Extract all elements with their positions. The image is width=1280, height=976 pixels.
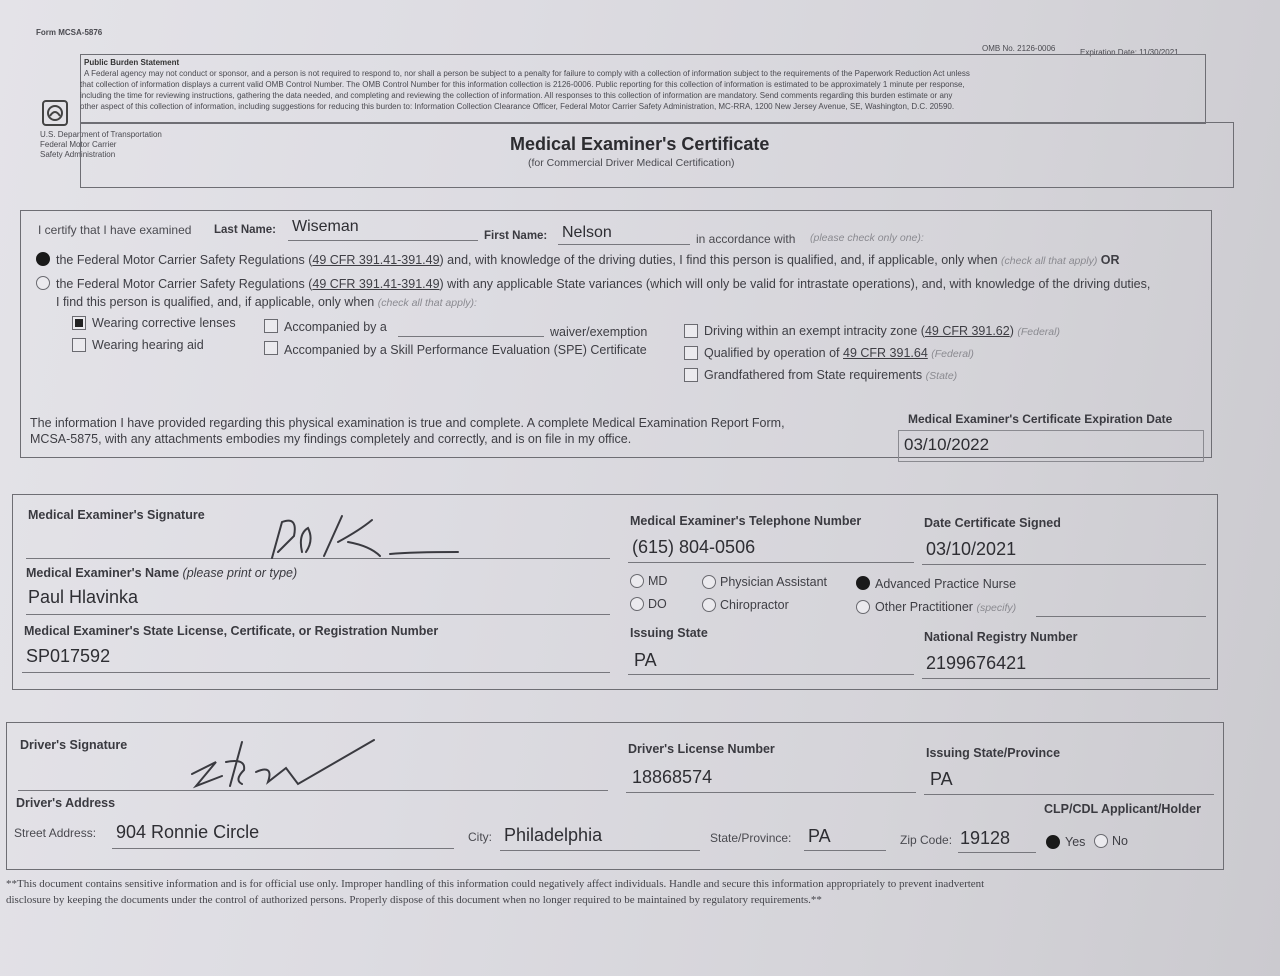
type-other-practitioner-radio[interactable] bbox=[856, 600, 870, 614]
burden-line-1: A Federal agency may not conduct or sponsor, and a person is not required to respond to, nor shall a person be subject to a penalty for failure to comply with a collection of information subject to the requirements of the Paperwork Reduction Act unless bbox=[84, 69, 970, 78]
option2-cfr-link[interactable]: 49 CFR 391.41-391.49 bbox=[312, 277, 440, 291]
clp-cdl-yes-label: Yes bbox=[1065, 835, 1086, 849]
operation-pre: Qualified by operation of bbox=[704, 346, 840, 360]
clp-cdl-label: CLP/CDL Applicant/Holder bbox=[1044, 802, 1201, 816]
grandfathered-label bbox=[704, 368, 957, 382]
waiver-exemption-label: waiver/exemption bbox=[550, 325, 648, 339]
first-name-field[interactable]: Nelson bbox=[562, 224, 612, 241]
qualified-operation-label bbox=[704, 346, 974, 360]
accordance-text: in accordance with bbox=[696, 232, 796, 246]
type-md-radio[interactable] bbox=[630, 574, 644, 588]
type-other-text: Other Practitioner bbox=[875, 600, 973, 614]
state-province-field[interactable]: PA bbox=[808, 826, 831, 846]
hearing-aid-label: Wearing hearing aid bbox=[92, 338, 204, 352]
issuing-state-line bbox=[628, 648, 914, 675]
corrective-lenses-label: Wearing corrective lenses bbox=[92, 316, 236, 330]
certify-intro: I certify that I have examined bbox=[38, 223, 192, 237]
first-name-label: First Name: bbox=[484, 230, 548, 242]
title-box bbox=[80, 122, 1234, 188]
burden-line-2: that collection of information displays a current valid OMB Control Number. The OMB Control Number for this information collection is 2126-0006. Public reporting for this collection of information is estimated to be approximately 1 minute per response, bbox=[80, 80, 965, 89]
city-field[interactable]: Philadelphia bbox=[504, 825, 603, 845]
type-physician-assistant-label: Physician Assistant bbox=[720, 575, 827, 589]
statement-line-1: The information I have provided regarding this physical examination is true and complete. A complete Medical Examination Report Form, bbox=[30, 416, 785, 430]
driver-license-field[interactable]: 18868574 bbox=[632, 767, 713, 787]
regulation-option-state-text bbox=[56, 277, 1150, 291]
type-physician-assistant-radio[interactable] bbox=[702, 575, 716, 589]
expiration-date-label: Medical Examiner's Certificate Expiration Date bbox=[908, 412, 1173, 426]
form-number: Form MCSA-5876 bbox=[36, 28, 103, 37]
street-address-field[interactable]: 904 Ronnie Circle bbox=[116, 822, 260, 842]
examiner-signature[interactable] bbox=[262, 512, 462, 562]
issuing-state-label: Issuing State bbox=[630, 626, 708, 640]
type-chiropractor-radio[interactable] bbox=[702, 598, 716, 612]
intracity-cfr-link[interactable]: 49 CFR 391.62 bbox=[924, 324, 1010, 338]
last-name-label: Last Name: bbox=[214, 224, 276, 236]
driver-issuing-field[interactable]: PA bbox=[930, 769, 953, 789]
examiner-name-field[interactable]: Paul Hlavinka bbox=[28, 587, 139, 607]
type-advanced-practice-nurse-label: Advanced Practice Nurse bbox=[875, 577, 1017, 591]
dot-logo-icon bbox=[42, 100, 68, 126]
license-number-field[interactable]: SP017592 bbox=[26, 646, 111, 666]
option2-hint: (check all that apply): bbox=[377, 297, 477, 309]
issuing-state-field[interactable]: PA bbox=[634, 650, 657, 670]
expiration-date-header: Expiration Date: 11/30/2021 bbox=[1080, 48, 1179, 57]
omb-number: OMB No. 2126-0006 bbox=[982, 44, 1056, 53]
zip-code-field[interactable]: 19128 bbox=[960, 828, 1011, 848]
accompanied-waiver-checkbox[interactable] bbox=[264, 319, 278, 333]
waiver-type-field[interactable] bbox=[398, 322, 544, 337]
regulation-option-state-line2 bbox=[56, 295, 477, 309]
driver-address-label: Driver's Address bbox=[16, 796, 116, 810]
regulation-option-federal-radio[interactable] bbox=[36, 252, 50, 266]
page-title: Medical Examiner's Certificate bbox=[510, 134, 770, 154]
spe-certificate-checkbox[interactable] bbox=[264, 341, 278, 355]
street-address-label: Street Address: bbox=[14, 826, 97, 840]
driver-signature-label: Driver's Signature bbox=[20, 738, 128, 752]
regulation-option-federal-text bbox=[56, 253, 1120, 267]
registry-number-field[interactable]: 2199676421 bbox=[926, 653, 1027, 673]
driver-issuing-line bbox=[924, 766, 1214, 795]
statement-line-2: MCSA-5875, with any attachments embodies my findings completely and correctly, and is on file in my office. bbox=[30, 432, 632, 446]
examiner-phone-field[interactable]: (615) 804-0506 bbox=[632, 537, 756, 557]
driver-license-label: Driver's License Number bbox=[628, 742, 775, 756]
option2-line2: I find this person is qualified, and, if applicable, only when bbox=[56, 295, 375, 309]
operation-hint: (Federal) bbox=[931, 348, 974, 360]
agency-line-1: U.S. Department of Transportation bbox=[40, 130, 162, 139]
examiner-name-label bbox=[26, 566, 297, 580]
last-name-field[interactable]: Wiseman bbox=[292, 218, 359, 235]
grandfathered-text: Grandfathered from State requirements bbox=[704, 368, 923, 382]
page-subtitle: (for Commercial Driver Medical Certification) bbox=[528, 157, 735, 169]
date-signed-label: Date Certificate Signed bbox=[924, 516, 1061, 530]
examiner-name-hint: (please print or type) bbox=[182, 566, 298, 580]
examiner-phone-label: Medical Examiner's Telephone Number bbox=[630, 514, 862, 528]
spe-certificate-label: Accompanied by a Skill Performance Evaluation (SPE) Certificate bbox=[284, 343, 647, 357]
intracity-zone-label bbox=[704, 324, 1060, 338]
intracity-zone-checkbox[interactable] bbox=[684, 324, 698, 338]
type-md-label: MD bbox=[648, 574, 668, 588]
grandfathered-hint: (State) bbox=[925, 370, 958, 382]
intracity-pre: Driving within an exempt intracity zone ( bbox=[704, 324, 925, 338]
city-label: City: bbox=[468, 830, 492, 844]
type-other-hint: (specify) bbox=[976, 602, 1017, 614]
or-text: OR bbox=[1100, 253, 1120, 267]
clp-cdl-no-label: No bbox=[1112, 834, 1128, 848]
license-number-line bbox=[22, 644, 610, 673]
zip-code-label: Zip Code: bbox=[900, 833, 953, 847]
state-province-label: State/Province: bbox=[710, 831, 792, 845]
option1-post: ) and, with knowledge of the driving duties, I find this person is qualified, and, if applicable, only when bbox=[439, 253, 998, 267]
regulation-option-state-radio[interactable] bbox=[36, 276, 50, 290]
accompanied-by-label: Accompanied by a bbox=[284, 320, 387, 334]
option1-cfr-link[interactable]: 49 CFR 391.41-391.49 bbox=[312, 253, 440, 267]
type-chiropractor-label: Chiropractor bbox=[720, 598, 789, 612]
type-do-label: DO bbox=[648, 597, 667, 611]
footer-line-1: **This document contains sensitive information and is for official use only. Improper handling of this information could negatively affect individuals. Handle and secure this information appropriately to prevent inadvertent bbox=[6, 878, 985, 890]
driver-issuing-label: Issuing State/Province bbox=[926, 746, 1061, 760]
burden-line-3: including the time for reviewing instructions, gathering the data needed, and completing and reviewing the collection of information. All responses to this collection of information are mandatory. Send comments regarding this burden estimate or any bbox=[80, 91, 953, 100]
qualified-operation-checkbox[interactable] bbox=[684, 346, 698, 360]
option1-pre: the Federal Motor Carrier Safety Regulations ( bbox=[56, 253, 313, 267]
burden-statement-box bbox=[80, 54, 1206, 124]
other-practitioner-field[interactable] bbox=[1036, 604, 1206, 617]
agency-line-3: Safety Administration bbox=[40, 150, 116, 159]
clp-cdl-no-radio[interactable] bbox=[1094, 834, 1108, 848]
option2-post: ) with any applicable State variances (which will only be valid for intrastate operations), and, with knowledge of the driving duties, bbox=[439, 277, 1151, 291]
registry-number-label: National Registry Number bbox=[924, 630, 1078, 644]
expiration-date-field[interactable]: 03/10/2022 bbox=[904, 435, 990, 454]
burden-title: Public Burden Statement bbox=[84, 58, 180, 67]
hearing-aid-checkbox[interactable] bbox=[72, 338, 86, 352]
burden-line-4: other aspect of this collection of information, including suggestions for reducing this burden to: Information Collection Clearance Officer, Federal Motor Carrier Safety Administration, MC-RRA, 1200 New Jersey Avenue, SE, Washington, D.C. 20590. bbox=[80, 102, 955, 111]
footer-line-2: disclosure by keeping the documents under the control of authorized persons. Properly dispose of this document when no longer required to be maintained by regulatory requirements.** bbox=[6, 894, 822, 906]
license-number-label: Medical Examiner's State License, Certificate, or Registration Number bbox=[24, 624, 439, 638]
grandfathered-checkbox[interactable] bbox=[684, 368, 698, 382]
driver-signature[interactable] bbox=[182, 736, 382, 790]
agency-line-2: Federal Motor Carrier bbox=[40, 140, 117, 149]
examiner-name-label-text: Medical Examiner's Name bbox=[26, 566, 180, 580]
examiner-signature-label: Medical Examiner's Signature bbox=[28, 508, 205, 522]
option1-hint: (check all that apply) bbox=[1001, 255, 1098, 267]
intracity-post: ) bbox=[1009, 324, 1014, 338]
check-one-hint: (please check only one): bbox=[810, 232, 924, 244]
type-other-practitioner-label bbox=[875, 600, 1016, 614]
corrective-lenses-checkbox[interactable] bbox=[72, 316, 86, 330]
type-advanced-practice-nurse-radio[interactable] bbox=[856, 576, 870, 590]
type-do-radio[interactable] bbox=[630, 597, 644, 611]
clp-cdl-yes-radio[interactable] bbox=[1046, 835, 1060, 849]
date-signed-field[interactable]: 03/10/2021 bbox=[926, 539, 1017, 559]
operation-cfr-link[interactable]: 49 CFR 391.64 bbox=[843, 346, 928, 360]
intracity-hint: (Federal) bbox=[1017, 326, 1060, 338]
option2-pre: the Federal Motor Carrier Safety Regulations ( bbox=[56, 277, 313, 291]
